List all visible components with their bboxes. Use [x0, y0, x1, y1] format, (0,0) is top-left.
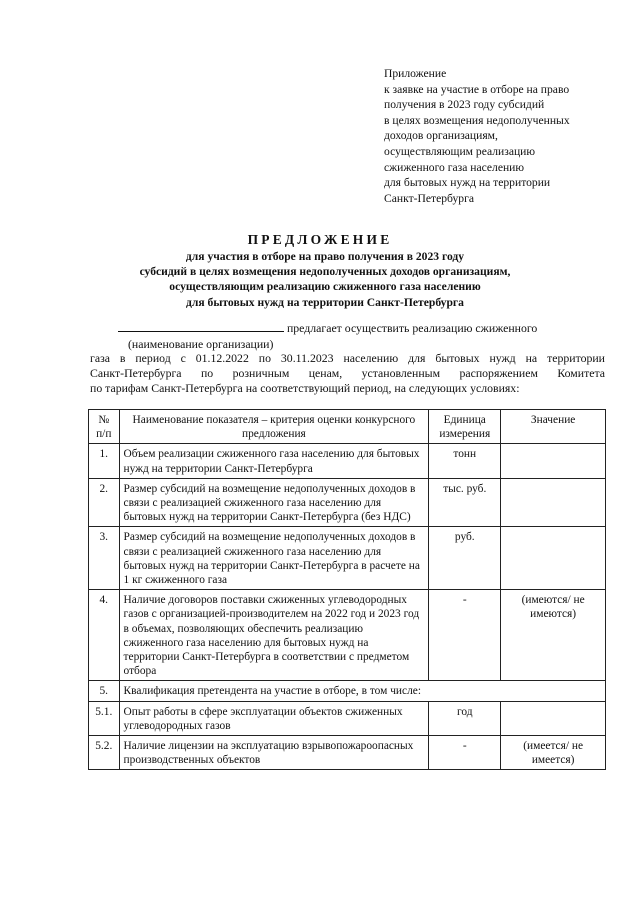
table-row [89, 736, 606, 770]
row-value[interactable] [501, 527, 606, 590]
table-row [89, 478, 606, 527]
row-criterion: Квалификация претендента на участие в отборе, в том числе: [119, 681, 605, 701]
header-unit: Единица измерения [429, 410, 501, 444]
appendix-line: сжиженного газа населению [384, 160, 525, 174]
document-title: ПРЕДЛОЖЕНИЕ [247, 232, 393, 247]
row-unit: - [429, 736, 501, 770]
appendix-line: в целях возмещения недополученных [384, 113, 570, 127]
row-value[interactable]: (имеются/ не имеются) [501, 590, 606, 681]
organization-name-hint: (наименование организации) [128, 337, 274, 351]
row-value[interactable] [501, 701, 606, 735]
intro-paragraph [90, 351, 605, 397]
appendix-line: к заявке на участие в отборе на право [384, 82, 570, 96]
appendix-line: для бытовых нужд на территории [384, 176, 551, 190]
subtitle-line: субсидий в целях возмещения недополученных доходов организациям, [139, 265, 511, 279]
intro-line: Санкт-Петербурга по розничным ценам, установленным распоряжением Комитета [90, 366, 605, 381]
appendix-line: Приложение [384, 67, 447, 80]
intro-line: по тарифам Санкт-Петербурга на соответствующий период, на следующих условиях: [90, 381, 520, 396]
row-value[interactable]: (имеется/ не имеется) [501, 736, 606, 770]
row-criterion: Опыт работы в сфере эксплуатации объектов сжиженных углеводородных газов [119, 701, 429, 735]
row-value[interactable] [501, 478, 606, 527]
row-number: 4. [89, 590, 120, 681]
row-criterion: Размер субсидий на возмещение недополученных доходов в связи с реализацией сжиженного газа населению для бытовых нужд на территории Санкт-Петербурга в расчете на 1 кг сжиженного газа [119, 527, 429, 590]
header-value: Значение [501, 410, 606, 444]
table-header-row [89, 410, 606, 444]
row-unit: - [429, 590, 501, 681]
appendix-line: доходов организациям, [384, 129, 498, 143]
intro-first-line [118, 321, 537, 336]
table-body [89, 444, 606, 770]
subtitle-line: для бытовых нужд на территории Санкт-Петербурга [186, 295, 464, 309]
row-number: 5. [89, 681, 120, 701]
appendix-line: Санкт-Петербурга [384, 191, 474, 205]
row-number: 5.2. [89, 736, 120, 770]
intro-line1-text: предлагает осуществить реализацию сжиженного [286, 321, 538, 335]
row-unit: руб. [429, 527, 501, 590]
row-number: 1. [89, 444, 120, 478]
table-row [89, 444, 606, 478]
row-number: 5.1. [89, 701, 120, 735]
appendix-line: получения в 2023 году субсидий [384, 98, 545, 112]
organization-name-blank[interactable] [118, 321, 284, 332]
row-criterion: Объем реализации сжиженного газа населению для бытовых нужд на территории Санкт-Петербурга [119, 444, 429, 478]
row-criterion: Наличие договоров поставки сжиженных углеводородных газов с организацией-производителем на 2022 год и 2023 год в объемах, позволяющих обеспечить реализацию сжиженного газа населению для бытовых нужд на территории Санкт-Петербурга в соответствии с предметом отбора [119, 590, 429, 681]
header-num: № п/п [89, 410, 120, 444]
criteria-table [88, 409, 606, 770]
table-row [89, 681, 606, 701]
row-number: 2. [89, 478, 120, 527]
appendix-block [384, 66, 614, 206]
row-unit: тонн [429, 444, 501, 478]
row-criterion: Размер субсидий на возмещение недополученных доходов в связи с реализацией сжиженного газа населению для бытовых нужд на территории Санкт-Петербурга (без НДС) [119, 478, 429, 527]
table-row [89, 590, 606, 681]
intro-line: газа в период с 01.12.2022 по 30.11.2023 населению для бытовых нужд на территории [90, 351, 605, 365]
document-subtitle [80, 249, 570, 310]
subtitle-line: осуществляющим реализацию сжиженного газа населению [169, 280, 481, 294]
appendix-line: осуществляющим реализацию [384, 144, 536, 158]
row-value[interactable] [501, 444, 606, 478]
row-unit: тыс. руб. [429, 478, 501, 527]
table-row [89, 527, 606, 590]
subtitle-line: для участия в отборе на право получения в 2023 году [185, 250, 465, 263]
row-number: 3. [89, 527, 120, 590]
row-unit: год [429, 701, 501, 735]
table-row [89, 701, 606, 735]
header-name: Наименование показателя – критерия оценки конкурсного предложения [119, 410, 429, 444]
row-criterion: Наличие лицензии на эксплуатацию взрывопожароопасных производственных объектов [119, 736, 429, 770]
